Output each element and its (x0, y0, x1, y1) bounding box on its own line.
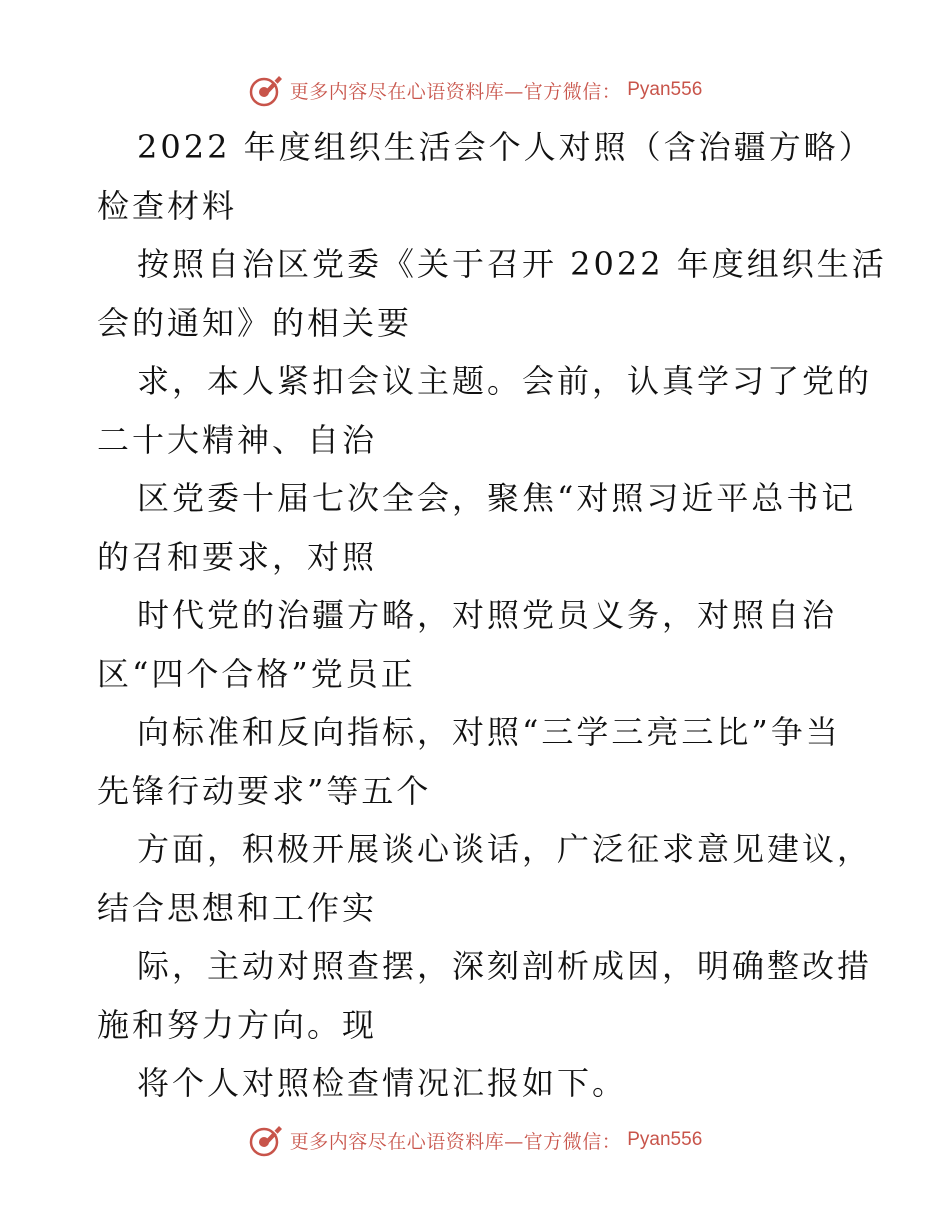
document-body (97, 118, 887, 1113)
watermark-wechat-id: Pyan556 (627, 79, 703, 100)
watermark-text: 更多内容尽在心语资料库—官方微信： (289, 80, 622, 103)
title-line-2: 检查材料 (97, 186, 238, 225)
paragraph-line: 二十大精神、自治 (97, 420, 378, 459)
paragraph-line: 时代党的治疆方略，对照党员义务，对照自治 (137, 596, 838, 634)
paragraph-line: 区党委十届七次全会，聚焦“对照习近平总书记 (137, 479, 857, 517)
paragraph-line: 向标准和反向指标，对照“三学三亮三比”争当 (137, 713, 841, 751)
quill-logo-icon (248, 1122, 284, 1158)
footer-watermark (0, 1120, 950, 1160)
paragraph-line: 结合思想和工作实 (97, 888, 378, 927)
watermark-text: 更多内容尽在心语资料库—官方微信： (289, 1130, 622, 1153)
title-line-1: 2022 年度组织生活会个人对照（含治疆方略） (137, 128, 874, 166)
paragraph-line: 际，主动对照查摆，深刻剖析成因，明确整改措 (137, 947, 873, 985)
paragraph-line: 将个人对照检查情况汇报如下。 (137, 1064, 628, 1102)
paragraph-line: 的召和要求，对照 (97, 537, 378, 576)
paragraph-line: 方面，积极开展谈心谈话，广泛征求意见建议， (137, 830, 873, 868)
header-watermark (0, 70, 950, 110)
quill-logo-icon (248, 72, 284, 108)
paragraph-line: 按照自治区党委《关于召开 2022 年度组织生活 (137, 245, 887, 283)
paragraph-line: 会的通知》的相关要 (97, 303, 413, 342)
paragraph-line: 求，本人紧扣会议主题。会前，认真学习了党的 (137, 362, 873, 400)
paragraph-line: 先锋行动要求”等五个 (97, 771, 432, 810)
paragraph-line: 区“四个合格”党员正 (97, 654, 416, 693)
watermark-wechat-id: Pyan556 (627, 1129, 703, 1150)
paragraph-line: 施和努力方向。现 (97, 1005, 378, 1044)
